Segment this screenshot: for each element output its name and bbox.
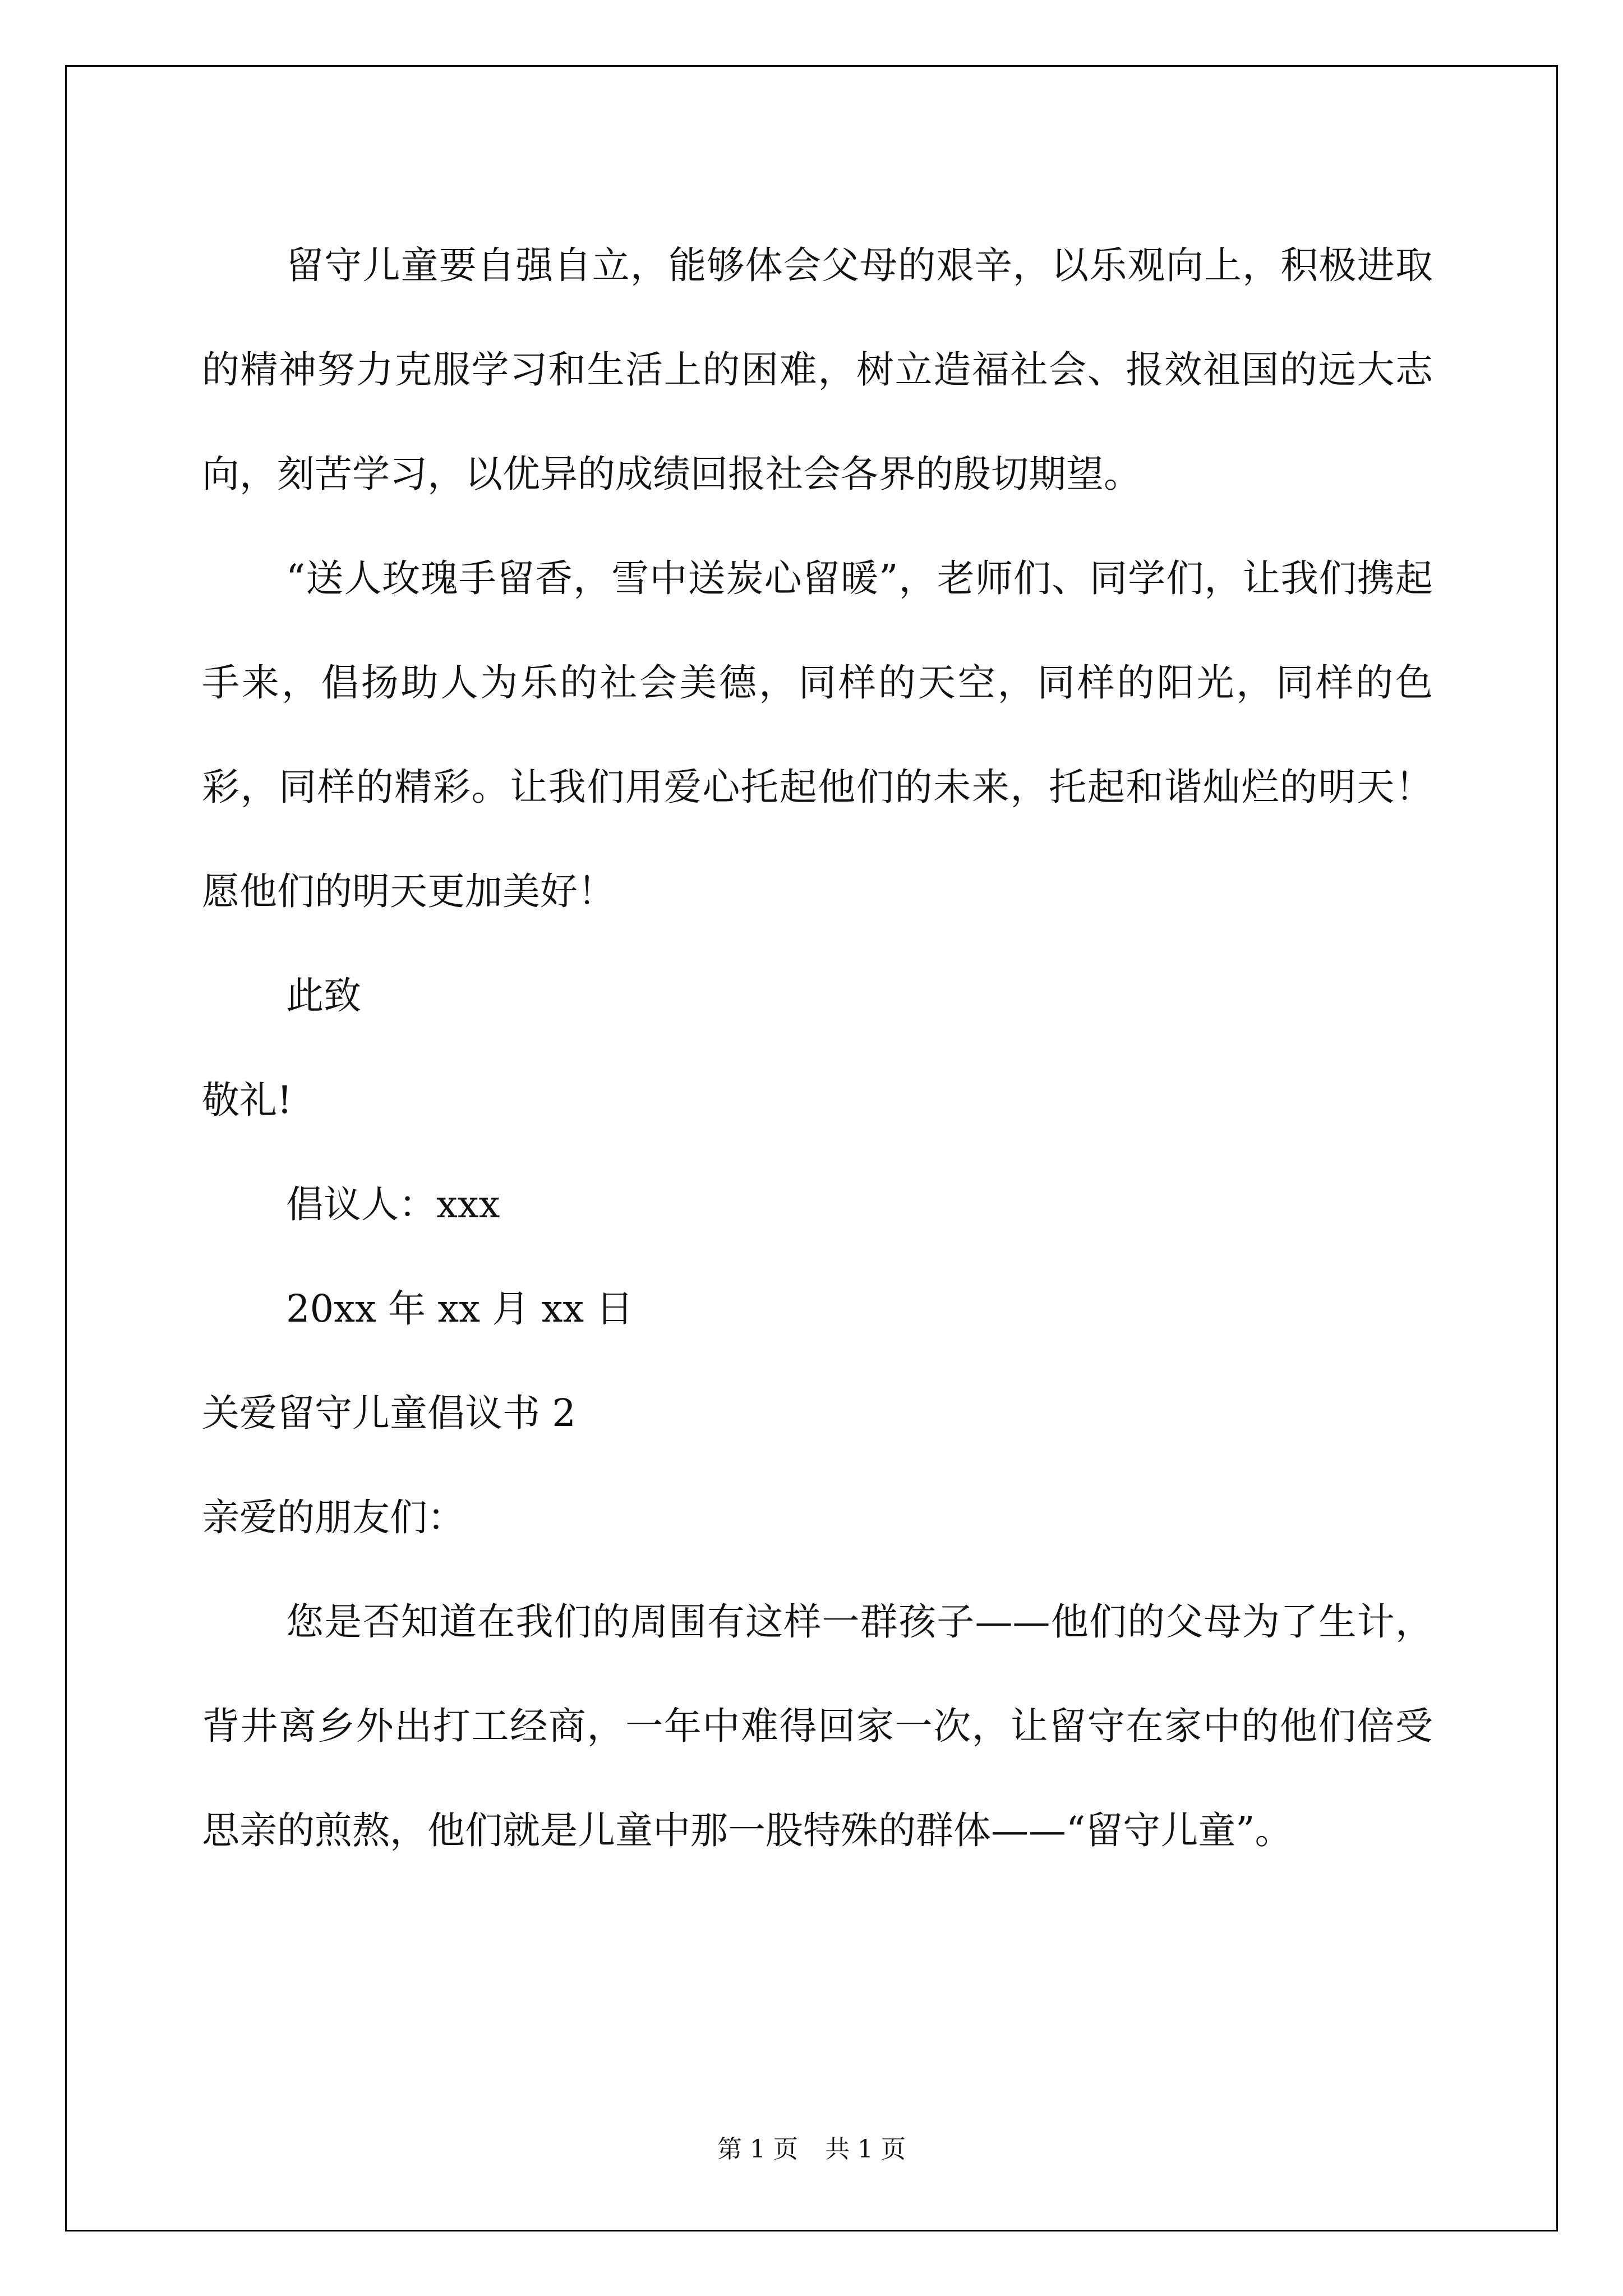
greeting: 亲爱的朋友们： bbox=[202, 1496, 465, 1539]
page-total: 共 1 页 bbox=[825, 2135, 906, 2164]
document-body bbox=[202, 213, 1433, 1883]
section-title: 关爱留守儿童倡议书 2 bbox=[202, 1391, 576, 1435]
paragraph-self-reliance: 留守儿童要自强自立，能够体会父母的艰辛，以乐观向上，积极进取的精神努力克服学习和生活上的困难，树立造福社会、报效祖国的远大志向，刻苦学习，以优异的成绩回报社会各界的殷切期望。 bbox=[202, 243, 1433, 496]
closing-salutation: 此致 bbox=[286, 974, 361, 1018]
signature-date: 20xx 年 xx 月 xx 日 bbox=[286, 1287, 634, 1331]
paragraph-introduction: 您是否知道在我们的周围有这样一群孩子——他们的父母为了生计，背井离乡外出打工经商，一年中难得回家一次，让留守在家中的他们倍受思亲的煎熬，他们就是儿童中那一股特殊的群体——“留守儿童”。 bbox=[202, 1600, 1433, 1852]
page-number: 第 1 页 bbox=[717, 2135, 798, 2164]
signature-initiator: 倡议人：xxx bbox=[286, 1182, 500, 1226]
page-footer bbox=[0, 2129, 1623, 2165]
closing-respect: 敬礼! bbox=[202, 1078, 292, 1122]
paragraph-call-to-action: “送人玫瑰手留香，雪中送炭心留暖”，老师们、同学们，让我们携起手来，倡扬助人为乐的社会美德，同样的天空，同样的阳光，同样的色彩，同样的精彩。让我们用爱心托起他们的未来，托起和谐灿烂的明天！愿他们的明天更加美好！ bbox=[202, 556, 1433, 913]
